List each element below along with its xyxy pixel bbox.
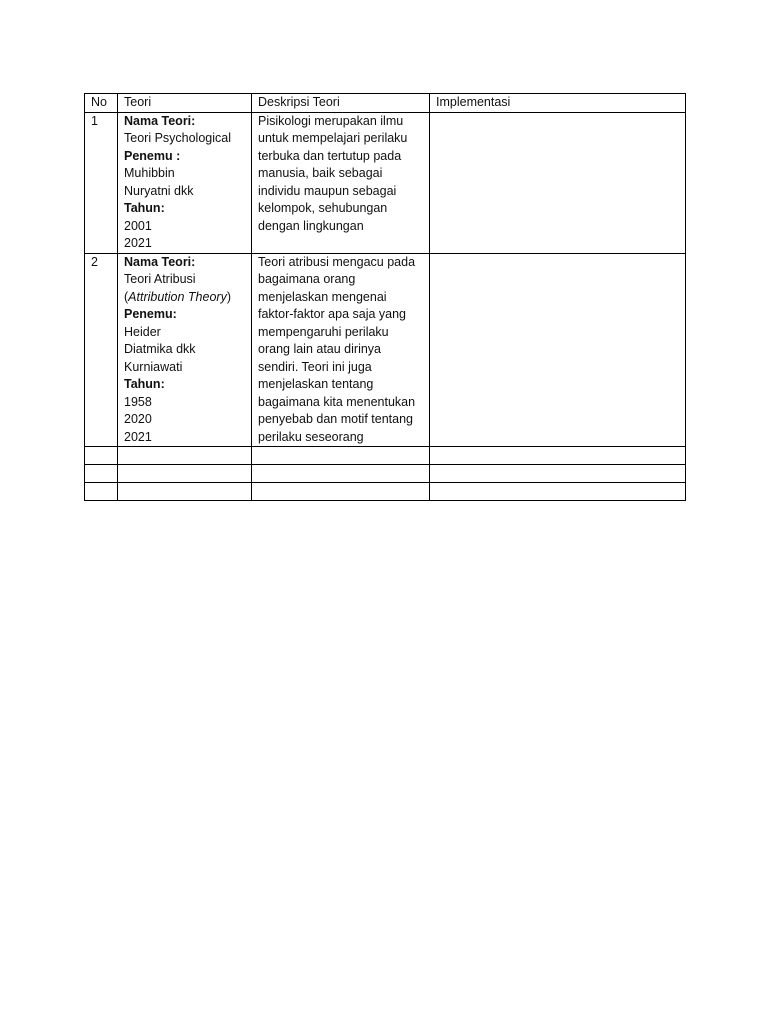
nama-teori: Teori Psychological (124, 131, 231, 145)
paren-close: ) (226, 289, 232, 304)
empty-table-row (85, 465, 686, 483)
cell-implementasi (430, 253, 686, 447)
empty-cell (252, 447, 430, 465)
empty-cell (118, 483, 252, 501)
tahun-item: 1958 (124, 394, 152, 409)
empty-cell (85, 483, 118, 501)
empty-cell (430, 483, 686, 501)
cell-teori (118, 112, 252, 253)
penemu-item: Kurniawati (124, 359, 183, 374)
empty-cell (118, 465, 252, 483)
penemu-item: Nuryatni dkk (124, 183, 194, 198)
empty-cell (85, 447, 118, 465)
empty-table-row (85, 483, 686, 501)
label-penemu: Penemu : (124, 148, 181, 163)
label-nama-teori: Nama Teori: (124, 254, 196, 269)
paren-open: ( (124, 289, 129, 304)
table-row (85, 112, 686, 253)
cell-deskripsi: Pisikologi merupakan ilmu untuk mempelajari perilaku terbuka dan tertutup pada manusia, baik sebagai individu maupun sebagai kelompok, sehubungan dengan lingkungan (252, 112, 430, 253)
nama-teori: Teori Atribusi (124, 272, 196, 286)
table-row (85, 253, 686, 447)
nama-teori-english-text: Attribution Theory (128, 289, 227, 304)
header-deskripsi: Deskripsi Teori (252, 94, 430, 113)
empty-cell (118, 447, 252, 465)
empty-cell (252, 483, 430, 501)
empty-cell (252, 465, 430, 483)
tahun-item: 2001 (124, 218, 152, 233)
cell-teori (118, 253, 252, 447)
penemu-item: Muhibbin (124, 166, 175, 180)
cell-implementasi (430, 112, 686, 253)
label-tahun: Tahun: (124, 377, 165, 391)
nama-teori-english (124, 289, 245, 307)
penemu-item: Diatmika dkk (124, 342, 196, 356)
header-implementasi: Implementasi (430, 94, 686, 113)
tahun-item: 2020 (124, 412, 152, 426)
empty-cell (430, 465, 686, 483)
penemu-item: Heider (124, 324, 161, 339)
theory-table (84, 93, 686, 501)
label-nama-teori: Nama Teori: (124, 113, 196, 128)
label-penemu: Penemu: (124, 307, 177, 321)
header-no: No (85, 94, 118, 113)
tahun-item: 2021 (124, 429, 152, 444)
tahun-item: 2021 (124, 236, 152, 250)
cell-no: 1 (85, 112, 118, 253)
header-teori: Teori (118, 94, 252, 113)
cell-deskripsi: Teori atribusi mengacu pada bagaimana orang menjelaskan mengenai faktor-faktor apa saja yang mempengaruhi perilaku orang lain atau dirinya sendiri. Teori ini juga menjelaskan tentang bagaimana kita menentukan penyebab dan motif tentang perilaku seseorang (252, 253, 430, 447)
table-header-row (85, 94, 686, 113)
label-tahun: Tahun: (124, 201, 165, 215)
empty-cell (85, 465, 118, 483)
cell-no: 2 (85, 253, 118, 447)
empty-table-row (85, 447, 686, 465)
empty-cell (430, 447, 686, 465)
